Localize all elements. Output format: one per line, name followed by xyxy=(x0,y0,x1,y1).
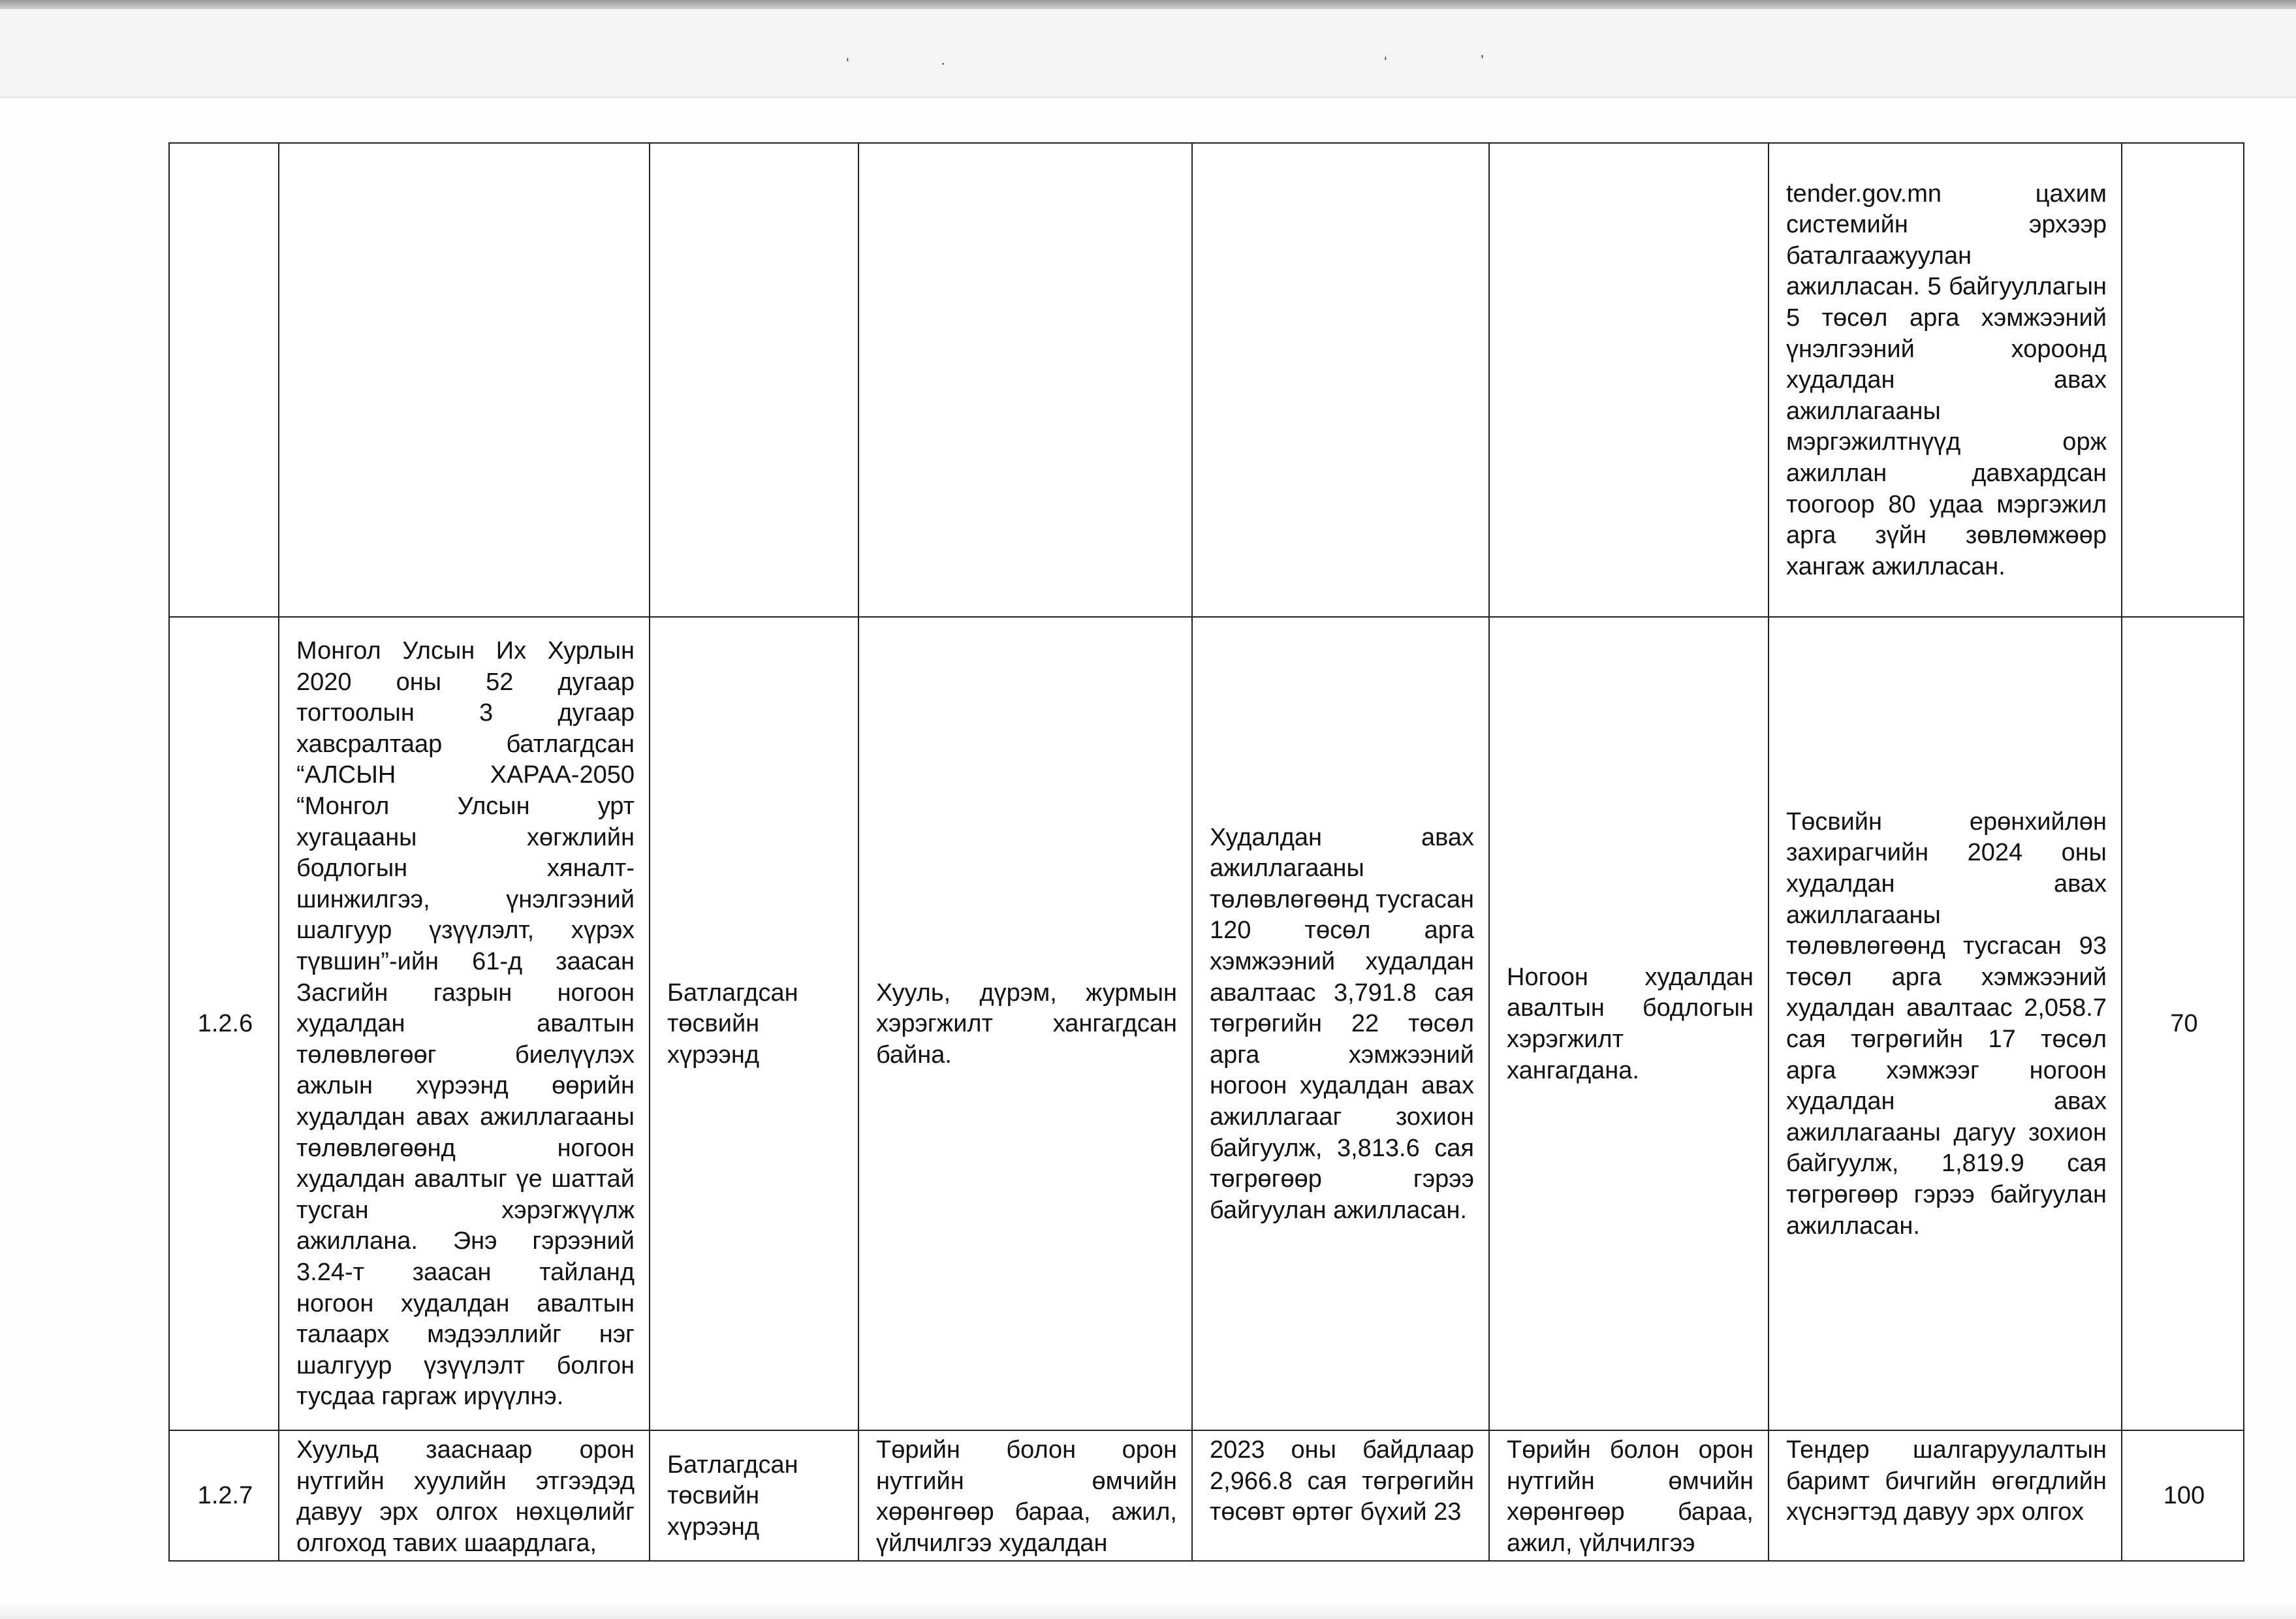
cell-empty-score xyxy=(2122,143,2244,617)
scan-speck: ’ xyxy=(1481,52,1484,69)
cell-item-number: 1.2.7 xyxy=(169,1430,279,1561)
cell-empty-funding xyxy=(650,143,858,617)
clipped-text: Хуульд зааснаар орон нутгийн хуулийн этгээдэд давуу эрх олгох нөхцөлийг олгоход тавих шаардлага, xyxy=(296,1436,635,1557)
table-row-continued xyxy=(169,143,2244,617)
cell-item-number: 1.2.6 xyxy=(169,617,279,1430)
clipped-text: Тендер шалгаруулалтын баримт бичгийн өгөгдлийн хүснэгтэд давуу эрх олгох xyxy=(1786,1436,2107,1526)
cell-empty-criteria xyxy=(858,143,1192,617)
cell-performance-continued: tender.gov.mn цахим системийн эрхээр баталгаажуулан ажилласан. 5 байгууллагын 5 төсөл арга хэмжээний үнэлгээний хороонд худалдан авах ажиллагааны мэргэжилтнүүд орж ажиллан давхардсан тоогоор 80 удаа мэргэжил арга зүйн зөвлөмжөөр хангаж ажилласан. xyxy=(1769,143,2122,617)
cell-performance xyxy=(1769,1430,2122,1561)
scan-speck: · xyxy=(941,55,946,71)
cell-target-level: Ногоон худалдан авалтын бодлогын хэрэгжилт хангагдана. xyxy=(1489,617,1769,1430)
scan-top-edge xyxy=(0,0,2296,9)
clipped-text: Төрийн болон орон нутгийн өмчийн хөрөнгөөр бараа, ажил, үйлчилгээ худалдан xyxy=(876,1436,1177,1557)
cell-target-level xyxy=(1489,1430,1769,1561)
cell-score: 70 xyxy=(2122,617,2244,1430)
clipped-text: Төрийн болон орон нутгийн өмчийн хөрөнгөөр бараа, ажил, үйлчилгээ xyxy=(1507,1436,1753,1557)
cell-score: 100 xyxy=(2122,1430,2244,1561)
scan-speck: ‘ xyxy=(846,55,849,71)
cell-empty-target xyxy=(1489,143,1769,617)
cell-evaluation-criteria xyxy=(858,1430,1192,1561)
cell-funding-source: Батлагдсан төсвийн хүрээнд xyxy=(650,1430,858,1561)
page-header-area xyxy=(0,9,2296,98)
clipped-text: 2023 оны байдлаар 2,966.8 сая төгрөгийн төсөвт өртөг бүхий 23 xyxy=(1210,1436,1474,1526)
cell-empty-baseline xyxy=(1192,143,1489,617)
cell-task-description xyxy=(279,1430,650,1561)
scan-bottom-edge xyxy=(0,1603,2296,1619)
table-row-1-2-7 xyxy=(169,1430,2244,1561)
table-row-1-2-6 xyxy=(169,617,2244,1430)
cell-evaluation-criteria: Хууль, дүрэм, журмын хэрэгжилт хангагдсан байна. xyxy=(858,617,1192,1430)
cell-empty-num xyxy=(169,143,279,617)
scan-speck: ‘ xyxy=(1384,54,1387,70)
cell-baseline xyxy=(1192,1430,1489,1561)
plan-evaluation-table xyxy=(168,142,2244,1562)
cell-empty-task xyxy=(279,143,650,617)
cell-task-description: Монгол Улсын Их Хурлын 2020 оны 52 дугаар тогтоолын 3 дугаар хавсралтаар батлагдсан “АЛСЫН ХАРАА-2050 “Монгол Улсын урт хугацааны хөгжлийн бодлогын хяналт-шинжилгээ, үнэлгээний шалгуур үзүүлэлт, хүрэх түвшин”-ийн 61-д заасан Засгийн газрын ногоон худалдан авалтын төлөвлөгөөг биелүүлэх ажлын хүрээнд өөрийн худалдан авах ажиллагааны төлөвлөгөөнд ногоон худалдан авалтыг үе шаттай тусган хэрэгжүүлж ажиллана. Энэ гэрээний 3.24-т заасан тайланд ногоон худалдан авалтын талаарх мэдээллийг нэг шалгуур үзүүлэлт болгон тусдаа гаргаж ирүүлнэ. xyxy=(279,617,650,1430)
cell-performance: Төсвийн ерөнхийлөн захирагчийн 2024 оны худалдан авах ажиллагааны төлөвлөгөөнд тусгасан 93 төсөл арга хэмжээний худалдан авалтаас 2,058.7 сая төгрөгийн 17 төсөл арга хэмжээг ногоон худалдан авах ажиллагааны дагуу зохион байгуулж, 1,819.9 сая төгрөгөөр гэрээ байгуулан ажилласан. xyxy=(1769,617,2122,1430)
cell-baseline: Худалдан авах ажиллагааны төлөвлөгөөнд тусгасан 120 төсөл арга хэмжээний худалдан авалтаас 3,791.8 сая төгрөгийн 22 төсөл арга хэмжээний ногоон худалдан авах ажиллагааг зохион байгуулж, 3,813.6 сая төгрөгөөр гэрээ байгуулан ажилласан. xyxy=(1192,617,1489,1430)
cell-funding-source: Батлагдсан төсвийн хүрээнд xyxy=(650,617,858,1430)
